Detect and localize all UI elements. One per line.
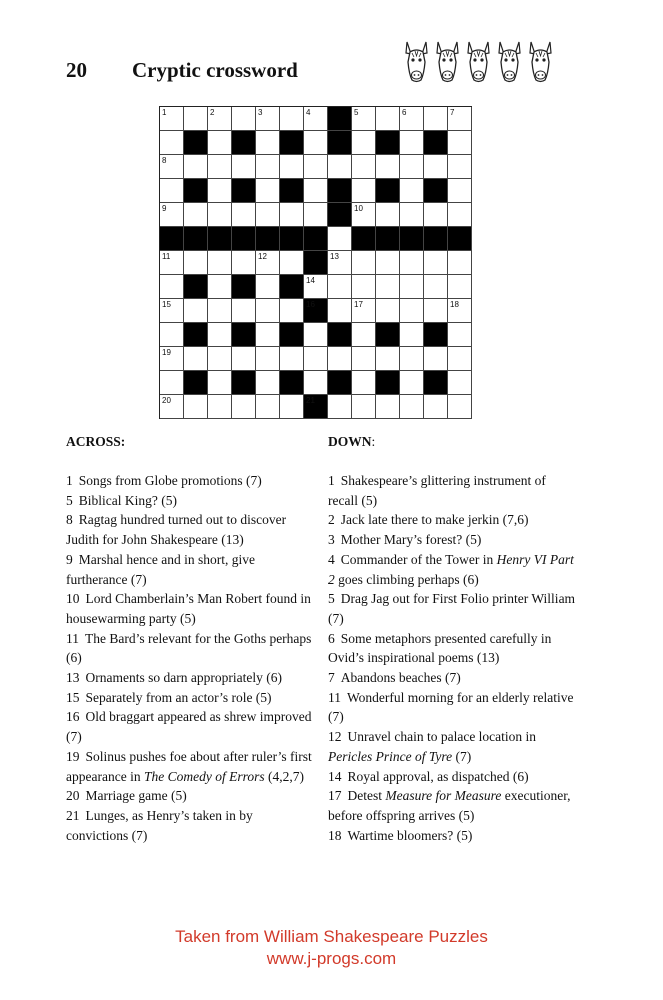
black-square: [328, 203, 352, 227]
grid-cell[interactable]: [448, 347, 472, 371]
grid-cell[interactable]: [232, 251, 256, 275]
clue-item: [328, 688, 578, 727]
black-square: [424, 371, 448, 395]
grid-cell[interactable]: [448, 371, 472, 395]
black-square: [304, 299, 328, 323]
clue-text: Biblical King? (5): [78, 492, 177, 508]
grid-cell[interactable]: [448, 299, 472, 323]
clue-item-number: 9: [66, 551, 73, 567]
grid-cell[interactable]: [328, 275, 352, 299]
clue-text: Commander of the Tower in: [340, 551, 497, 567]
grid-cell[interactable]: [424, 107, 448, 131]
down-heading: [328, 434, 375, 450]
grid-cell[interactable]: [256, 299, 280, 323]
clue-text: Detest: [347, 788, 386, 804]
black-square: [424, 323, 448, 347]
grid-cell[interactable]: [184, 347, 208, 371]
black-square: [328, 323, 352, 347]
grid-cell[interactable]: [256, 395, 280, 419]
black-square: [184, 227, 208, 251]
clue-item-number: 11: [328, 689, 341, 705]
grid-cell[interactable]: [376, 275, 400, 299]
grid-cell[interactable]: [232, 203, 256, 227]
grid-cell[interactable]: [328, 299, 352, 323]
black-square: [304, 251, 328, 275]
donkey-head-icon: [402, 40, 431, 84]
clue-text: Ragtag hundred turned out to discover Judith for John Shakespeare (13): [66, 512, 287, 548]
grid-cell[interactable]: [304, 131, 328, 155]
grid-cell[interactable]: [160, 131, 184, 155]
grid-cell[interactable]: [400, 395, 424, 419]
clue-item: [328, 668, 578, 688]
grid-cell[interactable]: [304, 275, 328, 299]
clue-item-number: 12: [328, 729, 342, 745]
grid-cell[interactable]: [448, 395, 472, 419]
black-square: [304, 227, 328, 251]
clue-item-number: 3: [328, 532, 335, 548]
grid-cell[interactable]: [352, 395, 376, 419]
grid-cell[interactable]: [448, 251, 472, 275]
grid-cell[interactable]: [304, 203, 328, 227]
clue-text: Lord Chamberlain’s Man Robert found in housewarming party (5): [66, 591, 311, 626]
grid-cell[interactable]: [424, 251, 448, 275]
grid-cell[interactable]: [184, 395, 208, 419]
grid-cell[interactable]: [376, 299, 400, 323]
grid-cell[interactable]: [232, 395, 256, 419]
clue-item: [66, 589, 314, 628]
grid-cell[interactable]: [208, 203, 232, 227]
donkey-head-icon: [495, 40, 524, 84]
clue-item-number: 13: [66, 670, 80, 686]
puzzle-number: 20: [66, 58, 87, 82]
grid-cell[interactable]: [160, 371, 184, 395]
grid-cell[interactable]: [328, 347, 352, 371]
grid-cell[interactable]: [448, 203, 472, 227]
clue-number: 19: [162, 348, 171, 357]
clue-item-number: 1: [328, 473, 335, 488]
clue-number: 12: [258, 252, 267, 261]
clue-number: 20: [162, 396, 171, 405]
grid-cell[interactable]: [208, 179, 232, 203]
clue-text: Separately from an actor’s role (5): [85, 689, 272, 705]
grid-cell[interactable]: [304, 179, 328, 203]
grid-cell[interactable]: [256, 179, 280, 203]
grid-cell[interactable]: [232, 155, 256, 179]
clue-item: [66, 510, 314, 549]
grid-cell[interactable]: [400, 371, 424, 395]
clue-text: Ornaments so darn appropriately (6): [85, 670, 282, 686]
grid-cell[interactable]: [352, 179, 376, 203]
clue-text: Old braggart appeared as shrew improved (7): [66, 709, 312, 745]
black-square: [232, 275, 256, 299]
clue-title-italic: Pericles Prince of Tyre: [328, 748, 453, 764]
grid-cell[interactable]: [448, 107, 472, 131]
donkey-head-icon: [526, 40, 555, 84]
clue-title-italic: Henry VI Part 2: [328, 551, 574, 587]
grid-cell[interactable]: [160, 251, 184, 275]
grid-cell[interactable]: [400, 179, 424, 203]
black-square: [232, 179, 256, 203]
clue-item: [328, 727, 578, 766]
grid-cell[interactable]: [400, 251, 424, 275]
grid-cell[interactable]: [352, 131, 376, 155]
clue-item-number: 6: [328, 630, 335, 646]
donkey-head-icon: [464, 40, 493, 84]
grid-cell[interactable]: [304, 155, 328, 179]
clue-number: 2: [210, 108, 215, 117]
grid-cell[interactable]: [160, 299, 184, 323]
black-square: [232, 371, 256, 395]
clue-number: 7: [450, 108, 455, 117]
clue-number: 17: [354, 300, 363, 309]
clue-item: [66, 688, 314, 708]
clue-item: [328, 471, 578, 510]
clue-item: [66, 471, 314, 491]
grid-cell[interactable]: [352, 203, 376, 227]
clue-item: [66, 707, 314, 746]
clue-number: 5: [354, 108, 359, 117]
grid-cell[interactable]: [328, 395, 352, 419]
clue-item-number: 2: [328, 512, 335, 528]
grid-cell[interactable]: [400, 203, 424, 227]
black-square: [184, 371, 208, 395]
black-square: [184, 131, 208, 155]
clue-text: Marriage game (5): [85, 788, 187, 804]
grid-cell[interactable]: [160, 155, 184, 179]
black-square: [304, 395, 328, 419]
clue-item-number: 5: [66, 492, 73, 508]
grid-cell[interactable]: [256, 107, 280, 131]
across-clue-list: [66, 471, 314, 845]
grid-cell[interactable]: [208, 347, 232, 371]
clue-item: [66, 786, 314, 806]
grid-cell[interactable]: [424, 275, 448, 299]
black-square: [376, 371, 400, 395]
clue-item: [328, 530, 578, 550]
grid-cell[interactable]: [184, 299, 208, 323]
grid-cell[interactable]: [160, 203, 184, 227]
grid-cell[interactable]: [208, 155, 232, 179]
donkey-head-icon: [433, 40, 462, 84]
black-square: [400, 227, 424, 251]
clue-text: Lunges, as Henry’s taken in by convictions (7): [66, 807, 253, 843]
clue-text: Mother Mary’s forest? (5): [340, 532, 482, 548]
grid-cell[interactable]: [400, 107, 424, 131]
clue-title-italic: The Comedy of Errors: [143, 768, 265, 784]
grid-cell[interactable]: [256, 371, 280, 395]
clue-item: [328, 510, 578, 530]
grid-cell[interactable]: [208, 107, 232, 131]
down-heading-label: DOWN: [328, 434, 372, 449]
black-square: [232, 227, 256, 251]
grid-cell[interactable]: [352, 299, 376, 323]
footer-source: Taken from William Shakespeare Puzzles: [175, 927, 488, 946]
clue-item-number: 8: [66, 512, 73, 528]
clue-text: Wonderful morning for an elderly relative (7): [328, 689, 574, 725]
grid-cell[interactable]: [448, 179, 472, 203]
clue-item-number: 18: [328, 827, 342, 843]
grid-cell[interactable]: [280, 155, 304, 179]
clue-number: 18: [450, 300, 459, 309]
clue-item: [328, 826, 578, 846]
clue-item: [66, 550, 314, 589]
grid-cell[interactable]: [376, 347, 400, 371]
grid-cell[interactable]: [256, 275, 280, 299]
grid-cell[interactable]: [160, 179, 184, 203]
clue-text: goes climbing perhaps (6): [334, 571, 479, 587]
clue-item: [328, 589, 578, 628]
black-square: [280, 275, 304, 299]
grid-cell[interactable]: [400, 299, 424, 323]
grid-cell[interactable]: [400, 275, 424, 299]
black-square: [448, 227, 472, 251]
clue-number: 11: [162, 252, 171, 261]
grid-cell[interactable]: [424, 299, 448, 323]
difficulty-rating: [402, 40, 555, 84]
grid-cell[interactable]: [208, 371, 232, 395]
clue-item-number: 20: [66, 788, 80, 804]
crossword-grid[interactable]: [159, 106, 472, 419]
grid-cell[interactable]: [352, 323, 376, 347]
clue-text: Drag Jag out for First Folio printer William (7): [328, 591, 576, 626]
clue-item: [66, 806, 314, 845]
grid-cell[interactable]: [256, 323, 280, 347]
black-square: [376, 227, 400, 251]
clue-text: Some metaphors presented carefully in Ovid’s inspirational poems (13): [328, 630, 552, 666]
grid-cell[interactable]: [232, 299, 256, 323]
grid-cell[interactable]: [208, 131, 232, 155]
grid-cell[interactable]: [208, 323, 232, 347]
clue-number: 16: [306, 300, 315, 309]
grid-cell[interactable]: [400, 131, 424, 155]
clue-number: 10: [354, 204, 363, 213]
grid-cell[interactable]: [376, 203, 400, 227]
grid-cell[interactable]: [376, 395, 400, 419]
black-square: [376, 179, 400, 203]
clue-text: Unravel chain to palace location in: [347, 729, 537, 745]
clue-text: Jack late there to make jerkin (7,6): [340, 512, 529, 528]
grid-cell[interactable]: [352, 251, 376, 275]
black-square: [280, 371, 304, 395]
grid-cell[interactable]: [424, 347, 448, 371]
clue-item: [328, 629, 578, 668]
grid-cell[interactable]: [304, 107, 328, 131]
grid-cell[interactable]: [160, 347, 184, 371]
clue-number: 4: [306, 108, 311, 117]
clue-text: Abandons beaches (7): [340, 670, 461, 686]
grid-cell[interactable]: [304, 323, 328, 347]
grid-cell[interactable]: [376, 251, 400, 275]
clue-text: Songs from Globe promotions (7): [78, 473, 262, 488]
clue-item-number: 1: [66, 473, 73, 488]
grid-cell[interactable]: [280, 107, 304, 131]
black-square: [376, 131, 400, 155]
puzzle-title: Cryptic crossword: [132, 58, 298, 82]
clue-text: (7): [452, 748, 472, 764]
clue-item-number: 5: [328, 591, 335, 607]
grid-cell[interactable]: [280, 347, 304, 371]
clue-item-number: 14: [328, 768, 342, 784]
grid-cell[interactable]: [328, 251, 352, 275]
clue-item: [328, 767, 578, 787]
clue-text: executioner, before offspring arrives (5): [328, 788, 571, 823]
clue-text: Shakespeare’s glittering instrument of recall (5): [328, 473, 546, 508]
clue-number: 13: [330, 252, 339, 261]
grid-cell[interactable]: [184, 107, 208, 131]
grid-cell[interactable]: [256, 203, 280, 227]
grid-cell[interactable]: [280, 203, 304, 227]
clue-item: [328, 550, 578, 589]
across-heading: ACROSS:: [66, 434, 126, 449]
grid-cell[interactable]: [376, 107, 400, 131]
grid-cell[interactable]: [256, 251, 280, 275]
black-square: [160, 227, 184, 251]
black-square: [184, 275, 208, 299]
clue-item-number: 15: [66, 689, 80, 705]
clue-text: Royal approval, as dispatched (6): [347, 768, 529, 784]
down-clue-list: [328, 471, 578, 845]
grid-cell[interactable]: [208, 275, 232, 299]
grid-cell[interactable]: [208, 251, 232, 275]
black-square: [376, 323, 400, 347]
grid-cell[interactable]: [208, 299, 232, 323]
black-square: [208, 227, 232, 251]
grid-cell[interactable]: [352, 107, 376, 131]
grid-cell[interactable]: [256, 155, 280, 179]
black-square: [424, 227, 448, 251]
clue-item: [66, 629, 314, 668]
grid-cell[interactable]: [280, 395, 304, 419]
black-square: [328, 107, 352, 131]
grid-cell[interactable]: [448, 275, 472, 299]
black-square: [256, 227, 280, 251]
clue-item: [66, 668, 314, 688]
grid-cell[interactable]: [160, 395, 184, 419]
grid-cell[interactable]: [448, 131, 472, 155]
grid-cell[interactable]: [424, 155, 448, 179]
black-square: [184, 179, 208, 203]
grid-cell[interactable]: [256, 131, 280, 155]
clue-number: 3: [258, 108, 263, 117]
clue-text: Marshal hence and in short, give furtherance (7): [66, 551, 255, 587]
clue-text: Solinus pushes foe about after ruler’s first appearance in: [66, 748, 312, 784]
clue-item-number: 16: [66, 709, 80, 725]
grid-cell[interactable]: [208, 395, 232, 419]
black-square: [328, 371, 352, 395]
black-square: [280, 227, 304, 251]
clue-text: The Bard’s relevant for the Goths perhaps (6): [66, 630, 312, 666]
clue-number: 9: [162, 204, 167, 213]
clue-number: 21: [306, 396, 315, 405]
grid-cell[interactable]: [400, 155, 424, 179]
grid-cell[interactable]: [160, 323, 184, 347]
clue-item-number: 7: [328, 670, 335, 686]
grid-cell[interactable]: [424, 203, 448, 227]
grid-cell[interactable]: [280, 299, 304, 323]
grid-cell[interactable]: [352, 347, 376, 371]
grid-cell[interactable]: [448, 155, 472, 179]
clue-number: 8: [162, 156, 167, 165]
clue-item-number: 4: [328, 551, 335, 567]
clue-number: 6: [402, 108, 407, 117]
clue-item: [66, 491, 314, 511]
clue-text: (4,2,7): [264, 768, 304, 784]
grid-cell[interactable]: [160, 107, 184, 131]
clue-item-number: 19: [66, 748, 80, 764]
clue-number: 1: [162, 108, 167, 117]
grid-cell[interactable]: [424, 395, 448, 419]
grid-cell[interactable]: [280, 251, 304, 275]
black-square: [184, 323, 208, 347]
clue-item-number: 11: [66, 630, 79, 646]
clue-item-number: 17: [328, 788, 342, 804]
black-square: [280, 323, 304, 347]
down-heading-colon: :: [371, 434, 376, 449]
black-square: [424, 179, 448, 203]
grid-cell[interactable]: [184, 251, 208, 275]
grid-cell[interactable]: [400, 347, 424, 371]
clue-item-number: 10: [66, 591, 80, 607]
grid-cell[interactable]: [232, 107, 256, 131]
black-square: [280, 131, 304, 155]
grid-cell[interactable]: [160, 275, 184, 299]
clue-title-italic: Measure for Measure: [385, 788, 502, 804]
grid-cell[interactable]: [304, 371, 328, 395]
grid-cell[interactable]: [352, 275, 376, 299]
clue-item: [328, 786, 578, 825]
black-square: [232, 131, 256, 155]
black-square: [232, 323, 256, 347]
black-square: [280, 179, 304, 203]
grid-cell[interactable]: [328, 155, 352, 179]
grid-cell[interactable]: [184, 203, 208, 227]
black-square: [424, 131, 448, 155]
clue-item: [66, 747, 314, 786]
clue-number: 14: [306, 276, 315, 285]
clue-number: 15: [162, 300, 171, 309]
grid-cell[interactable]: [352, 155, 376, 179]
grid-cell[interactable]: [232, 347, 256, 371]
clue-text: Wartime bloomers? (5): [347, 827, 473, 843]
grid-cell[interactable]: [400, 323, 424, 347]
black-square: [352, 227, 376, 251]
grid-cell[interactable]: [328, 227, 352, 251]
clue-item-number: 21: [66, 807, 80, 823]
grid-cell[interactable]: [184, 155, 208, 179]
grid-cell[interactable]: [376, 155, 400, 179]
grid-cell[interactable]: [448, 323, 472, 347]
grid-cell[interactable]: [352, 371, 376, 395]
black-square: [328, 131, 352, 155]
grid-cell[interactable]: [304, 347, 328, 371]
footer-url[interactable]: www.j-progs.com: [266, 949, 397, 968]
grid-cell[interactable]: [256, 347, 280, 371]
black-square: [328, 179, 352, 203]
